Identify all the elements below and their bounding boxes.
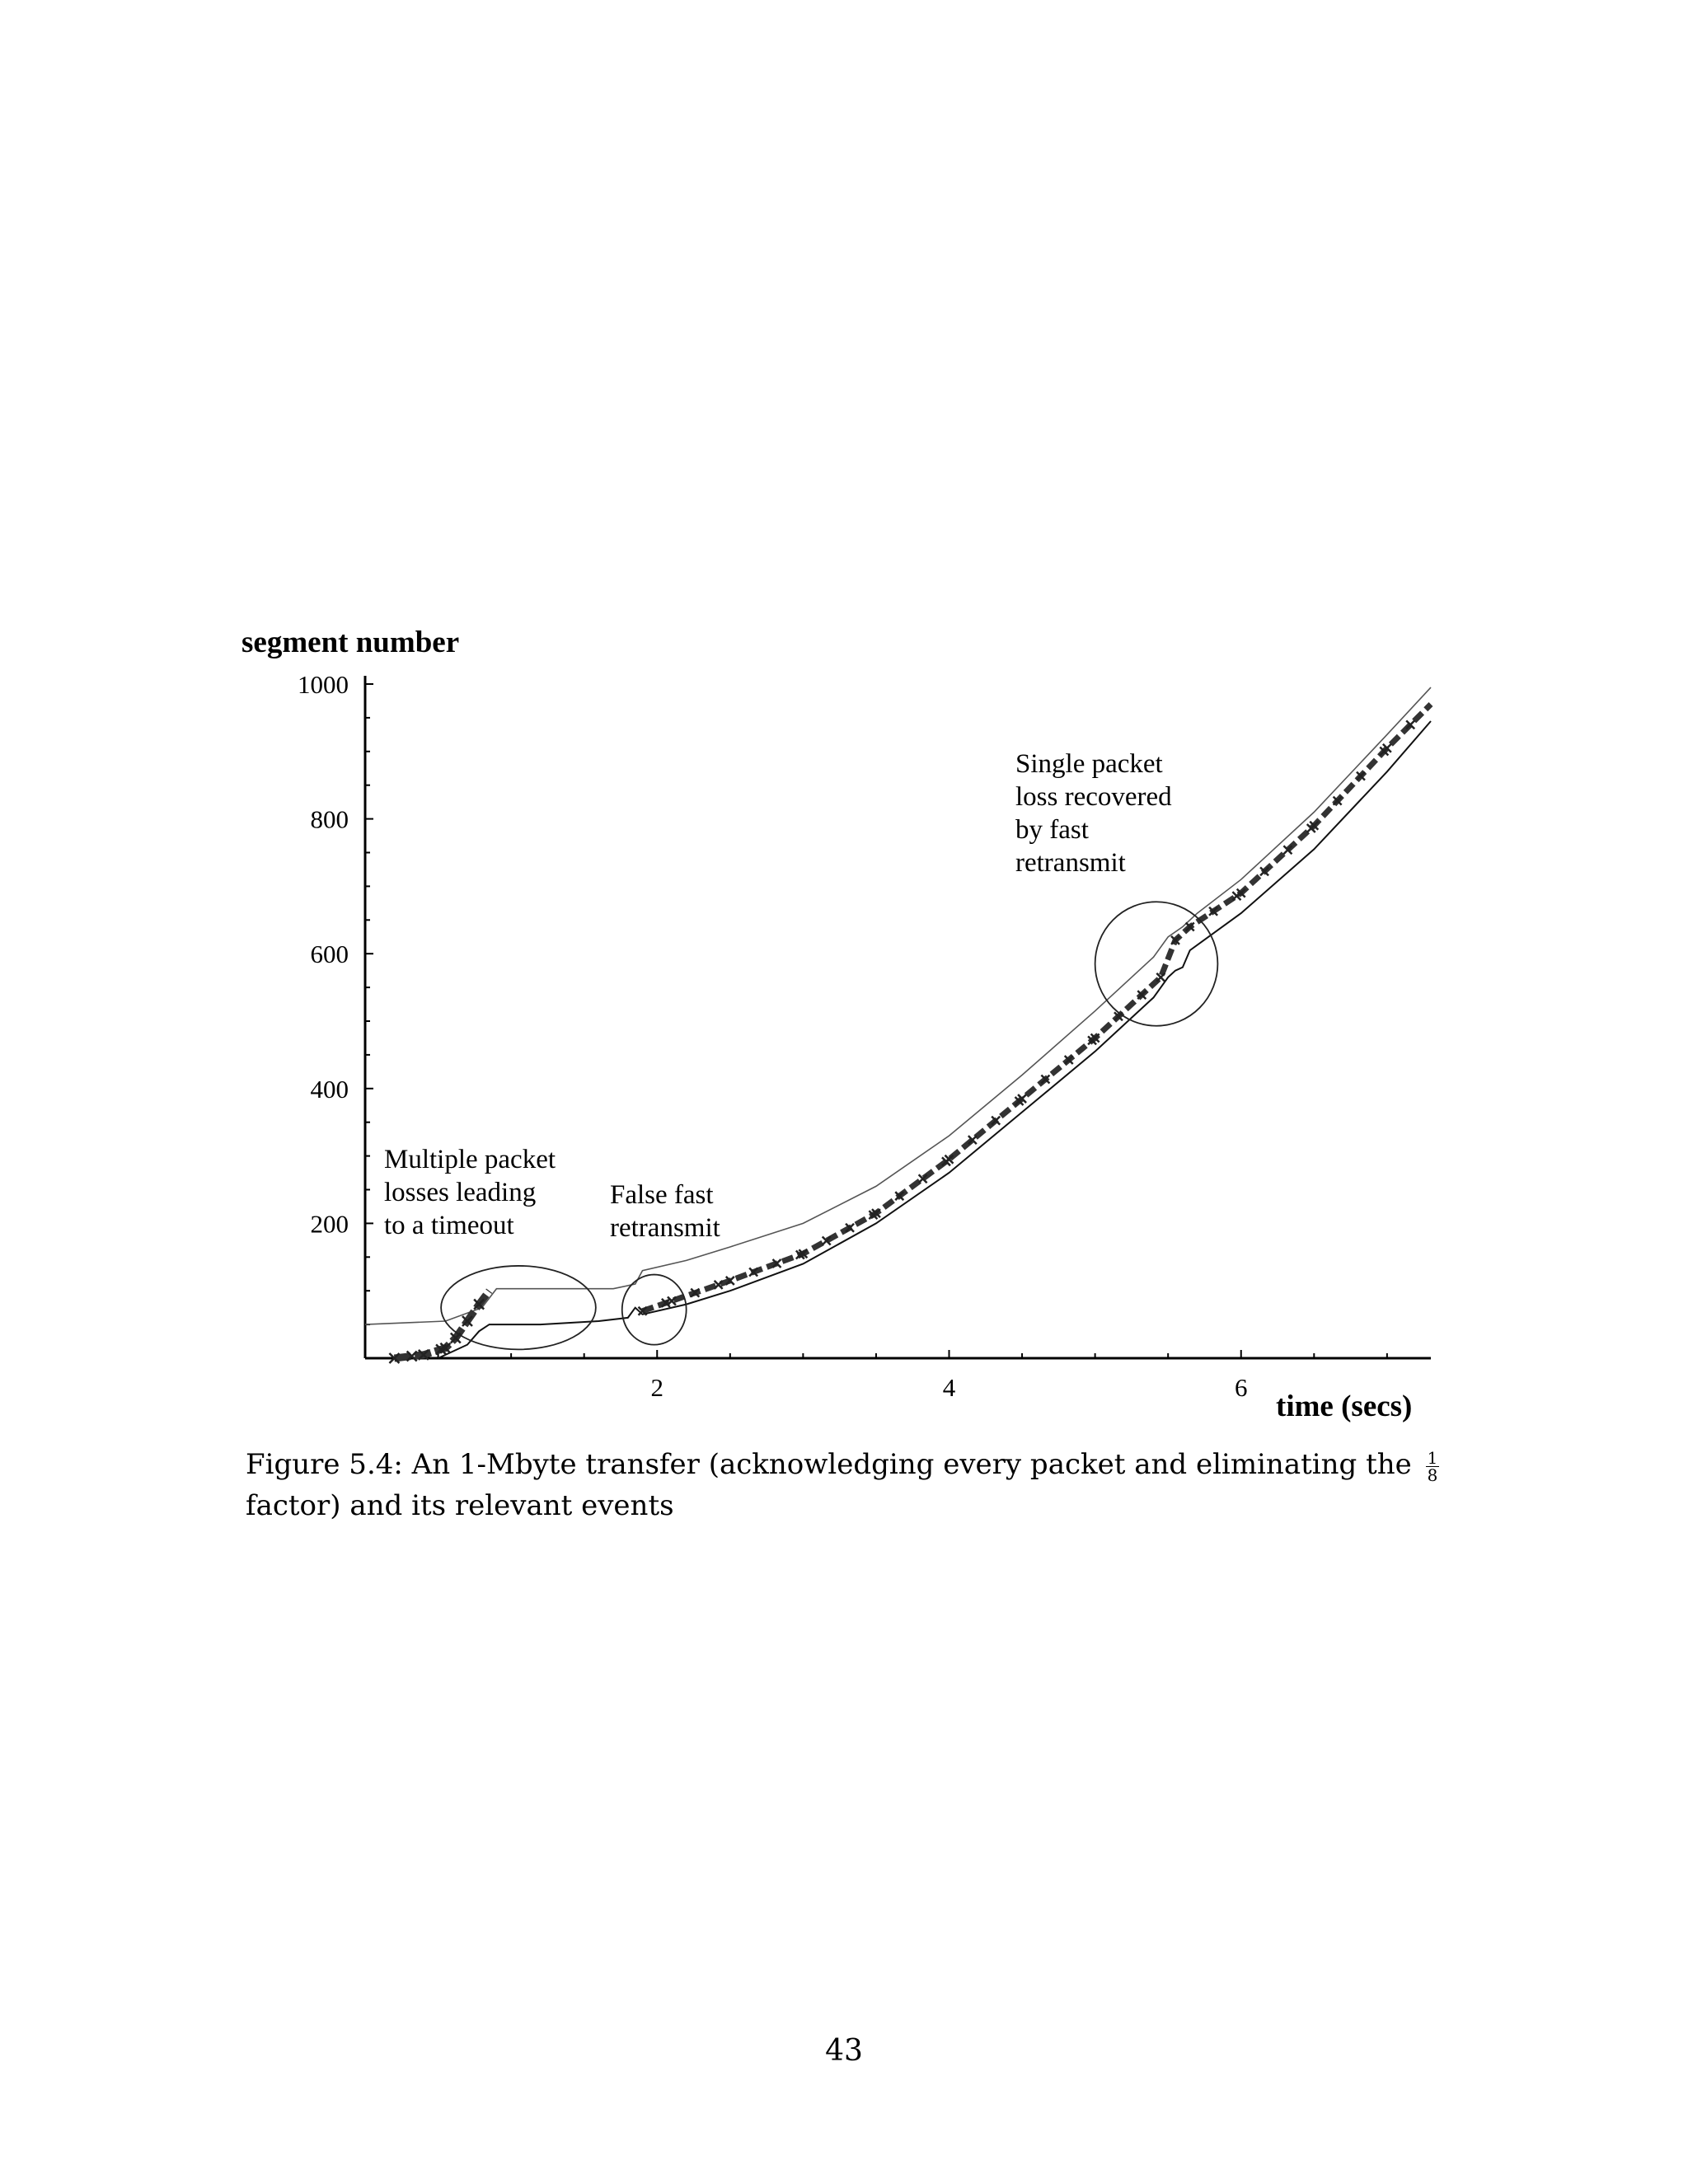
page-number: 43 [825, 2034, 863, 2068]
annotation-timeout: Multiple packet losses leading to a timeout [384, 1145, 556, 1240]
annotation-ellipse [1095, 902, 1218, 1026]
y-tick-label: 800 [310, 804, 349, 834]
fraction-numerator: 1 [1427, 1447, 1438, 1468]
figure-caption [246, 1444, 1442, 1526]
caption-text: Figure 5.4: An 1-Mbyte transfer (acknowledging every packet and eliminating the [246, 1448, 1412, 1481]
caption-text-continued: factor) and its relevant events [246, 1489, 674, 1522]
fraction-denominator: 8 [1427, 1465, 1438, 1485]
x-tick-label: 4 [942, 1373, 956, 1402]
x-axis-title: time (secs) [1276, 1390, 1413, 1423]
y-tick-label: 600 [310, 940, 349, 969]
x-tick-label: 6 [1234, 1373, 1248, 1402]
y-tick-label: 200 [310, 1209, 349, 1239]
x-tick-label: 2 [650, 1373, 663, 1402]
y-tick-label: 1000 [298, 670, 349, 699]
caption-fraction [1426, 1447, 1440, 1485]
annotation-single-packet-loss: Single packet loss recovered by fast retransmit [1015, 749, 1172, 878]
annotation-false-fast-retransmit: False fast retransmit [610, 1180, 720, 1243]
series-line [438, 721, 1431, 1358]
y-axis-title: segment number [241, 626, 460, 659]
annotation-ellipse [441, 1266, 596, 1349]
y-tick-label: 400 [310, 1074, 349, 1104]
